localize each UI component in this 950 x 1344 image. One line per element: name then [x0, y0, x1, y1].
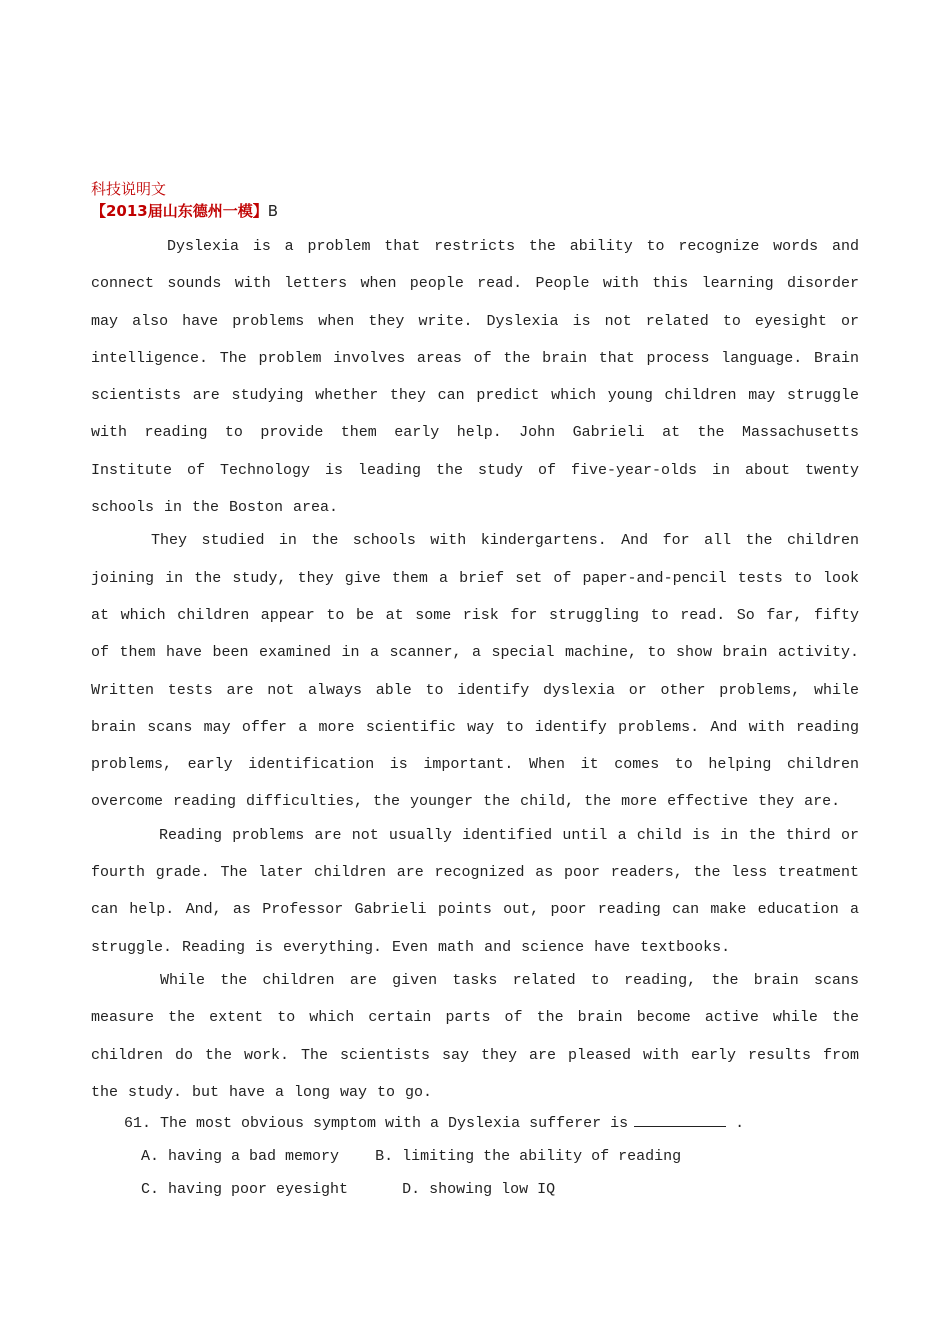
- option-b: B. limiting the ability of reading: [375, 1148, 682, 1166]
- option-c: C. having poor eyesight: [141, 1181, 349, 1199]
- question-stem: [91, 1107, 859, 1140]
- question-text: 61. The most obvious symptom with a Dyslexia sufferer is: [124, 1115, 629, 1133]
- option-a: A. having a bad memory: [141, 1148, 340, 1166]
- source-label: 【2013届山东德州一模】: [91, 202, 268, 220]
- option-d: D. showing low IQ: [402, 1181, 556, 1199]
- document-page: [91, 178, 859, 1206]
- category-label: 科技说明文: [91, 180, 167, 198]
- paragraph-4: While the children are given tasks related to reading, the brain scans measure the extent to which certain parts of the brain become active while the children do the work. The scientists say they are pleased with early results from the study. but have a long way to go.: [91, 971, 859, 1101]
- paragraph-2: They studied in the schools with kindergartens. And for all the children joining in the study, they give them a brief set of paper-and-pencil tests to look at which children appear to be at some risk for struggling to read. So far, fifty of them have been examined in a scanner, a special machine, to show brain activity. Written tests are not always able to identify dyslexia or other problems, while brain scans may offer a more scientific way to identify problems. And with reading problems, early identification is important. When it comes to helping children overcome reading difficulties, the younger the child, the more effective they are.: [91, 532, 859, 811]
- question-end-mark: .: [735, 1115, 745, 1133]
- answer-blank: [634, 1112, 726, 1127]
- options-row-2: [91, 1173, 859, 1206]
- paragraph-3: Reading problems are not usually identified until a child is in the third or fourth grade. The later children are recognized as poor readers, the less treatment can help. And, as Professor Gabrieli points out, poor reading can make education a struggle. Reading is everything. Even math and science have textbooks.: [91, 826, 859, 956]
- passage-header: [91, 200, 859, 222]
- paragraph-1: Dyslexia is a problem that restricts the ability to recognize words and connect sounds with letters when people read. People with this learning disorder may also have problems when they write. Dyslexia is not related to eyesight or intelligence. The problem involves areas of the brain that process language. Brain scientists are studying whether they can predict which young children may struggle with reading to provide them early help. John Gabrieli at the Massachusetts Institute of Technology is leading the study of five-year-olds in about twenty schools in the Boston area.: [91, 238, 859, 517]
- options-row-1: [91, 1140, 859, 1173]
- passage-letter: B: [267, 202, 279, 220]
